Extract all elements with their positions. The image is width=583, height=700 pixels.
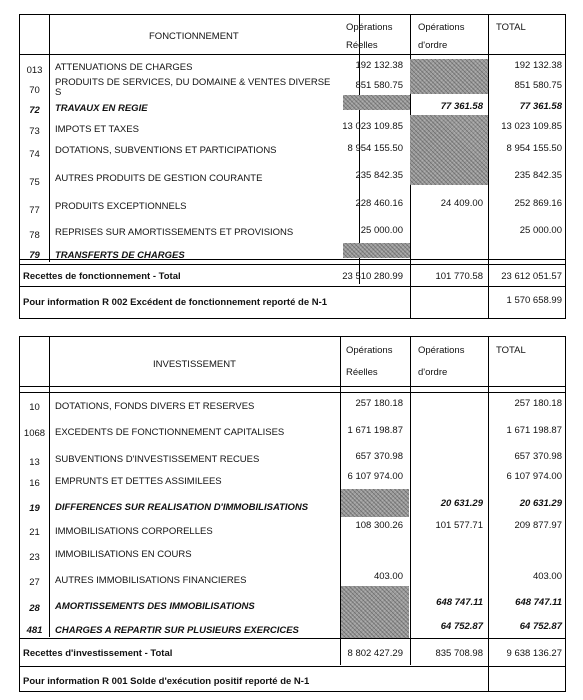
row-total: 6 107 974.00 [506, 471, 562, 482]
row-label: REPRISES SUR AMORTISSEMENTS ET PROVISIONS [55, 227, 294, 238]
row-label: ATTENUATIONS DE CHARGES [55, 62, 193, 73]
col-ordre-header: Opérations [418, 22, 465, 33]
total-reelles: 23 510 280.99 [342, 271, 403, 282]
row-label: AUTRES PRODUITS DE GESTION COURANTE [55, 173, 263, 184]
row-code: 27 [29, 577, 40, 588]
row-code: 79 [29, 250, 40, 261]
row-reelles: 235 842.35 [355, 170, 403, 181]
row-reelles: 25 000.00 [360, 225, 403, 236]
row-label: TRAVAUX EN REGIE [55, 103, 148, 114]
row-code: 74 [29, 149, 40, 160]
row-total: 20 631.29 [519, 498, 562, 509]
row-label: CHARGES A REPARTIR SUR PLUSIEURS EXERCICES [55, 625, 299, 636]
row-reelles: 108 300.26 [355, 520, 403, 531]
hatched-cell [341, 586, 409, 638]
row-label: PRODUITS DE SERVICES, DU DOMAINE & VENTES DIVERSE [55, 77, 331, 88]
total-ordre: 835 708.98 [435, 648, 483, 659]
divider [20, 286, 565, 287]
row-code: 19 [29, 503, 40, 514]
row-total: 8 954 155.50 [506, 143, 562, 154]
col-total-header: TOTAL [496, 345, 526, 356]
row-total: 851 580.75 [514, 80, 562, 91]
divider [20, 54, 565, 55]
fonctionnement-table [19, 14, 566, 319]
hatched-cell [341, 489, 409, 517]
row-reelles: 403.00 [373, 571, 403, 582]
row-ordre: 20 631.29 [440, 498, 483, 509]
total-ordre: 101 770.58 [435, 271, 483, 282]
row-reelles: 6 107 974.00 [347, 471, 403, 482]
row-total: 25 000.00 [519, 225, 562, 236]
hatched-cell [343, 243, 410, 258]
section-title: INVESTISSEMENT [153, 359, 236, 370]
col-ordre-header: Opérations [418, 345, 465, 356]
total-label: Recettes d'investissement - Total [23, 648, 173, 659]
row-code: 70 [29, 85, 40, 96]
row-reelles: 13 023 109.85 [342, 121, 403, 132]
row-ordre: 24 409.00 [440, 198, 483, 209]
row-reelles: 657 370.98 [355, 451, 403, 462]
row-label: AMORTISSEMENTS DES IMMOBILISATIONS [55, 601, 255, 612]
row-total: 257 180.18 [514, 398, 562, 409]
row-total: 657 370.98 [514, 451, 562, 462]
row-code: 16 [29, 478, 40, 489]
divider [49, 337, 50, 637]
row-label: DIFFERENCES SUR REALISATION D'IMMOBILISATIONS [55, 502, 309, 513]
row-reelles: 1 671 198.87 [347, 425, 403, 436]
row-total: 13 023 109.85 [501, 121, 562, 132]
row-code: 23 [29, 552, 40, 563]
col-reelles-header: Opérations [346, 22, 393, 33]
row-label: EXCEDENTS DE FONCTIONNEMENT CAPITALISES [55, 427, 285, 438]
row-code: 28 [29, 603, 40, 614]
row-code: 21 [29, 527, 40, 538]
row-label: IMMOBILISATIONS EN COURS [55, 549, 192, 560]
row-label: TRANSFERTS DE CHARGES [55, 250, 185, 261]
row-reelles: 192 132.38 [355, 60, 403, 71]
row-code: 13 [29, 457, 40, 468]
row-reelles: 257 180.18 [355, 398, 403, 409]
row-ordre: 64 752.87 [440, 621, 483, 632]
row-code: 013 [26, 65, 43, 76]
row-label: PRODUITS EXCEPTIONNELS [55, 201, 187, 212]
investissement-table [19, 336, 566, 692]
divider [20, 638, 565, 639]
divider [20, 666, 565, 667]
col-ordre-header: d'ordre [418, 40, 448, 51]
row-total: 648 747.11 [515, 597, 562, 608]
col-reelles-header: Opérations [346, 345, 393, 356]
row-code: 1068 [23, 428, 46, 439]
row-code: 77 [29, 205, 40, 216]
col-total-header: TOTAL [496, 22, 526, 33]
info-label: Pour information R 001 Solde d'exécution positif reporté de N-1 [23, 676, 310, 687]
row-label: AUTRES IMMOBILISATIONS FINANCIERES [55, 575, 247, 586]
info-label: Pour information R 002 Excédent de fonctionnement reporté de N-1 [23, 297, 328, 308]
row-label: DOTATIONS, SUBVENTIONS ET PARTICIPATIONS [55, 145, 277, 156]
row-ordre: 101 577.71 [435, 520, 483, 531]
section-title: FONCTIONNEMENT [149, 31, 239, 42]
row-code: 72 [29, 105, 40, 116]
divider [20, 386, 565, 387]
divider [20, 264, 565, 265]
total-reelles: 8 802 427.29 [347, 648, 403, 659]
row-total: 64 752.87 [519, 621, 562, 632]
divider [49, 15, 50, 262]
col-reelles-header: Réelles [346, 40, 378, 51]
row-label: IMPOTS ET TAXES [55, 124, 139, 135]
col-reelles-header: Réelles [346, 367, 378, 378]
row-reelles: 228 460.16 [355, 198, 403, 209]
row-total: 192 132.38 [514, 60, 562, 71]
col-ordre-header: d'ordre [418, 367, 448, 378]
row-ordre: 648 747.11 [436, 597, 483, 608]
row-label: SUBVENTIONS D'INVESTISSEMENT RECUES [55, 454, 260, 465]
hatched-cell [343, 95, 410, 110]
row-total: 209 877.97 [514, 520, 562, 531]
row-reelles: 851 580.75 [355, 80, 403, 91]
row-ordre: 77 361.58 [440, 101, 483, 112]
row-reelles: 8 954 155.50 [347, 143, 403, 154]
row-total: 252 869.16 [514, 198, 562, 209]
row-label: EMPRUNTS ET DETTES ASSIMILEES [55, 476, 222, 487]
row-total: 1 671 198.87 [506, 425, 562, 436]
hatched-cell [410, 59, 488, 94]
row-label: IMMOBILISATIONS CORPORELLES [55, 526, 213, 537]
row-label-cont: S [55, 87, 62, 98]
total-total: 9 638 136.27 [506, 648, 562, 659]
row-label: DOTATIONS, FONDS DIVERS ET RESERVES [55, 401, 255, 412]
row-code: 73 [29, 126, 40, 137]
total-total: 23 612 051.57 [501, 271, 562, 282]
row-code: 78 [29, 230, 40, 241]
row-total: 235 842.35 [514, 170, 562, 181]
divider [488, 15, 489, 318]
info-total: 1 570 658.99 [506, 295, 562, 306]
total-label: Recettes de fonctionnement - Total [23, 271, 181, 282]
hatched-cell [410, 115, 488, 185]
divider [20, 392, 565, 393]
row-total: 77 361.58 [519, 101, 562, 112]
row-code: 75 [29, 177, 40, 188]
row-code: 481 [26, 625, 43, 636]
row-code: 10 [29, 402, 40, 413]
row-total: 403.00 [532, 571, 562, 582]
